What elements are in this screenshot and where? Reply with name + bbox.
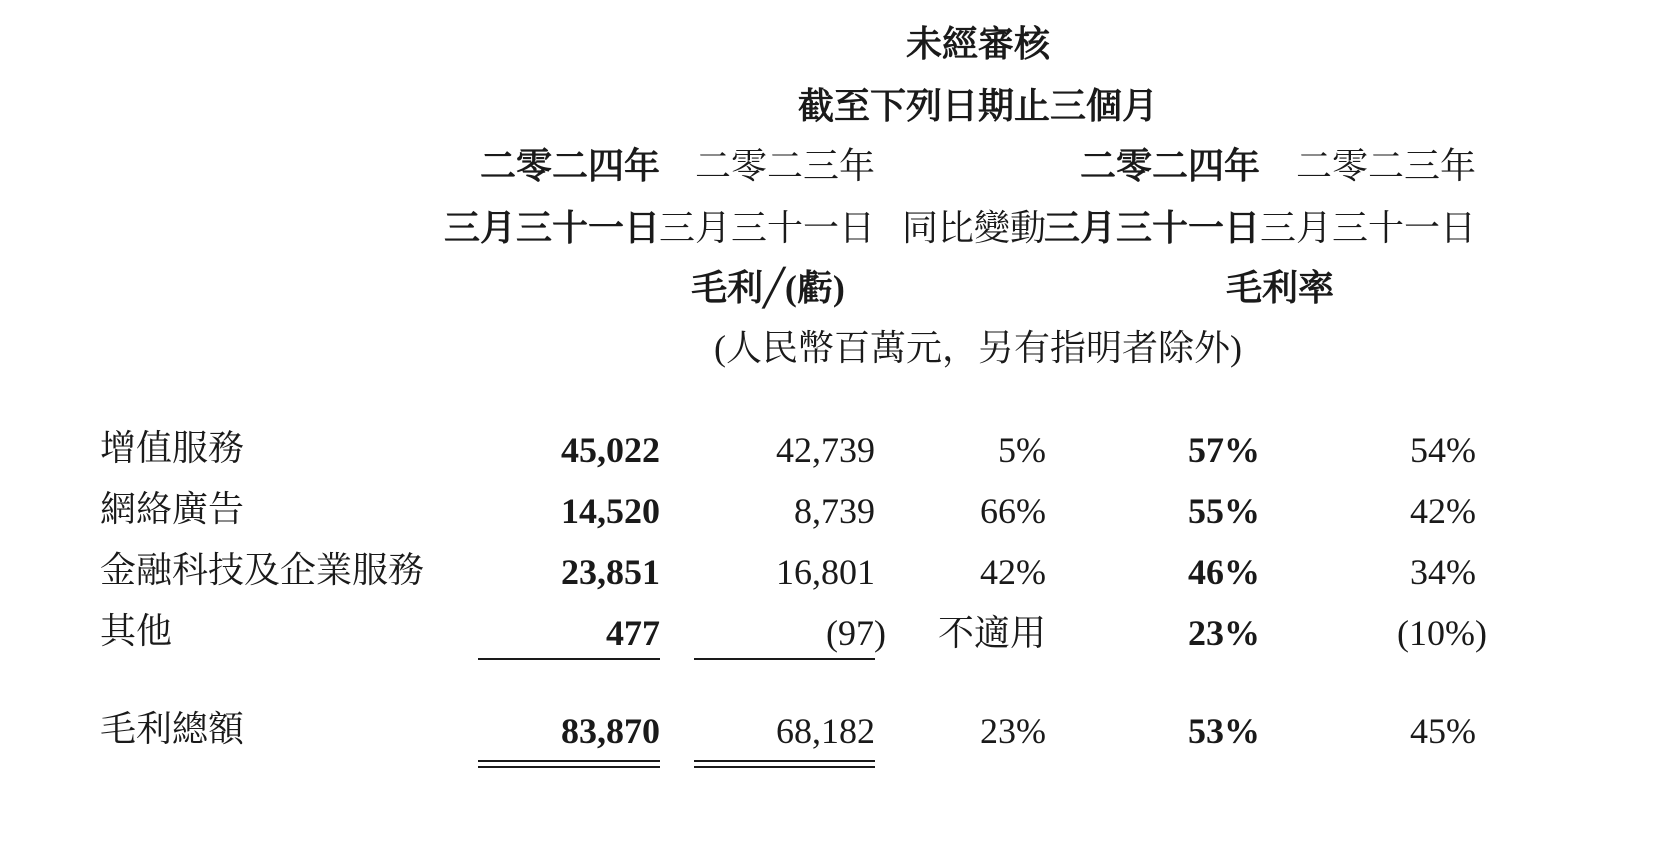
row-label: 增值服務 (100, 428, 245, 468)
gm-2024-value: 57% (1188, 430, 1260, 470)
total-gm-2023-value: 45% (1410, 711, 1476, 751)
total-double-rule-2023-bottom (694, 766, 875, 768)
gp-2023-value: (97) (826, 613, 886, 653)
gm-2023-value: 54% (1410, 430, 1476, 470)
gm-2023-value: 42% (1410, 491, 1476, 531)
subtotal-rule-2024 (478, 658, 660, 660)
yoy-value: 66% (980, 491, 1046, 531)
subtotal-rule-2023 (694, 658, 875, 660)
total-double-rule-2023-top (694, 760, 875, 762)
row-label: 其他 (100, 611, 173, 651)
col-2023-year: 二零二三年 (694, 146, 875, 186)
gm-2024-value: 55% (1188, 491, 1260, 531)
col-yoy: 同比變動 (901, 208, 1046, 248)
period-heading: 截至下列日期止三個月 (797, 86, 1159, 126)
gross-margin-heading: 毛利率 (1225, 268, 1335, 308)
gp-2023-value: 8,739 (794, 491, 875, 531)
gp-2023-value: 16,801 (776, 552, 875, 592)
col-2023-year-margin: 二零二三年 (1295, 146, 1476, 186)
gp-2024-value: 14,520 (561, 491, 660, 531)
gm-2023-value: 34% (1410, 552, 1476, 592)
row-label: 網絡廣告 (100, 489, 245, 529)
gm-2023-value: (10%) (1397, 613, 1487, 653)
col-2024-year: 二零二四年 (479, 146, 660, 186)
gm-2024-value: 46% (1188, 552, 1260, 592)
total-gp-2024-value: 83,870 (561, 711, 660, 751)
total-gm-2024-value: 53% (1188, 711, 1260, 751)
total-double-rule-2024-top (478, 760, 660, 762)
total-label: 毛利總額 (100, 709, 245, 749)
gp-2024-value: 45,022 (561, 430, 660, 470)
gross-profit-heading: 毛利╱(虧) (691, 268, 845, 308)
col-2024-year-margin: 二零二四年 (1079, 146, 1260, 186)
total-yoy-value: 23% (980, 711, 1046, 751)
unit-note: (人民幣百萬元，另有指明者除外) (714, 328, 1242, 368)
col-2023-date-margin: 三月三十一日 (1259, 208, 1476, 248)
row-label: 金融科技及企業服務 (100, 550, 425, 590)
gp-2024-value: 23,851 (561, 552, 660, 592)
col-2024-date-margin: 三月三十一日 (1043, 208, 1260, 248)
total-gp-2023-value: 68,182 (776, 711, 875, 751)
yoy-value: 42% (980, 552, 1046, 592)
gm-2024-value: 23% (1188, 613, 1260, 653)
audit-status: 未經審核 (905, 24, 1051, 64)
gp-2024-value: 477 (606, 613, 660, 653)
gp-2023-value: 42,739 (776, 430, 875, 470)
total-double-rule-2024-bottom (478, 766, 660, 768)
yoy-value: 不適用 (937, 613, 1046, 653)
yoy-value: 5% (998, 430, 1046, 470)
col-2024-date: 三月三十一日 (443, 208, 660, 248)
col-2023-date: 三月三十一日 (658, 208, 875, 248)
